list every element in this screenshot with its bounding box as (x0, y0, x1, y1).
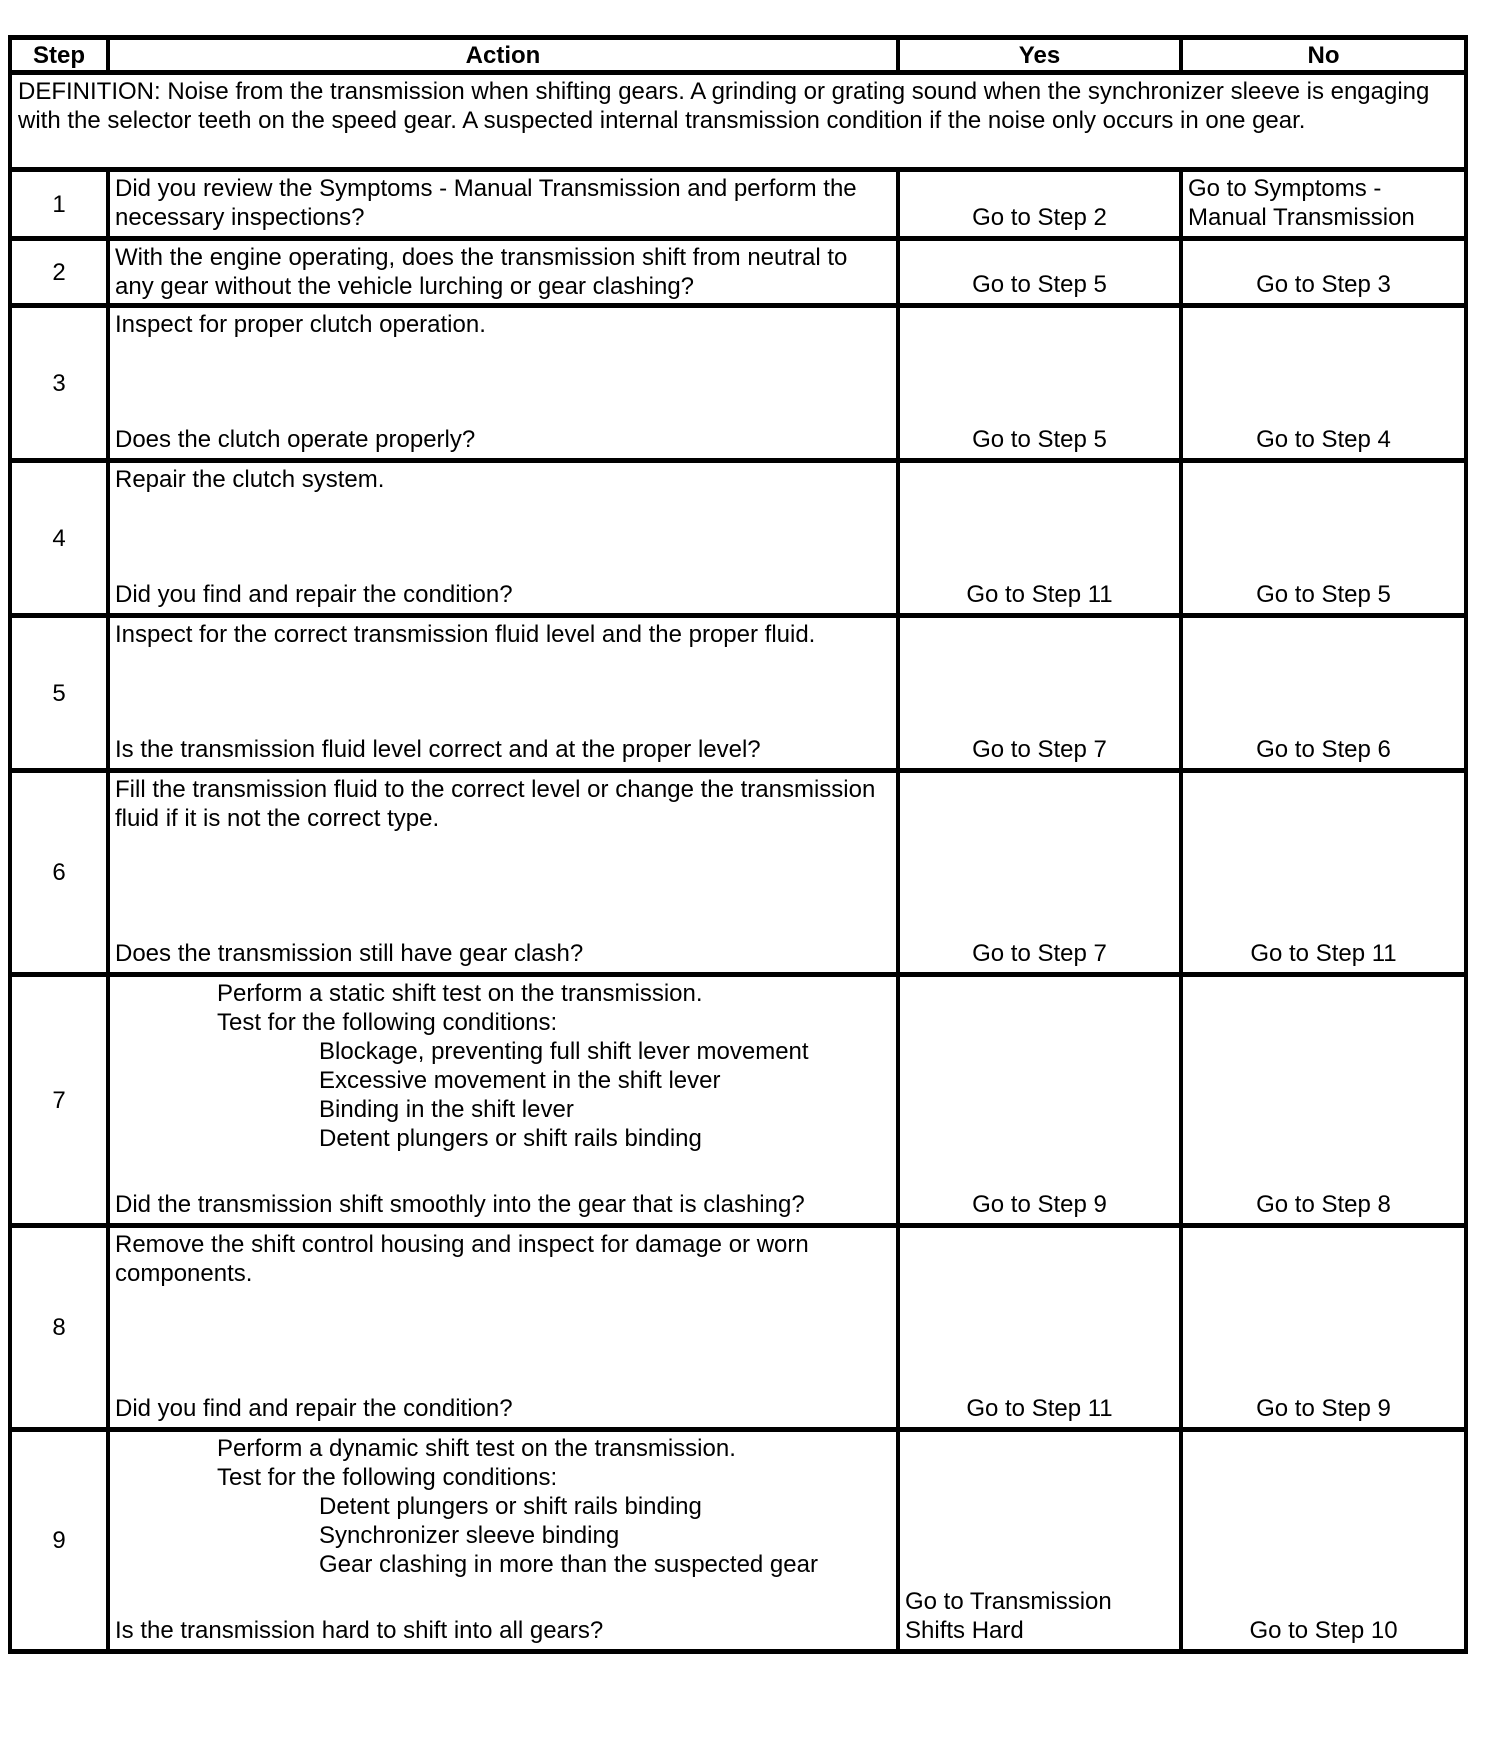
action-cell (108, 975, 898, 1226)
no-cell (1181, 616, 1466, 771)
table-row (10, 975, 1466, 1226)
no-cell (1181, 306, 1466, 461)
action-instruction: Repair the clutch system. (115, 466, 385, 493)
action-instruction: Inspect for proper clutch operation. (115, 311, 486, 338)
no-link[interactable]: Go to Step 5 (1256, 581, 1391, 608)
no-cell (1181, 771, 1466, 975)
diagnostic-table (8, 35, 1468, 1654)
yes-link[interactable]: Go to Step 11 (966, 1395, 1113, 1422)
yes-link[interactable]: Go to Transmission Shifts Hard (905, 1588, 1112, 1644)
condition-item: Blockage, preventing full shift lever movement (319, 1038, 809, 1065)
action-question: Did the transmission shift smoothly into the gear that is clashing? (115, 1191, 805, 1218)
no-cell (1181, 170, 1466, 239)
step-number: 4 (10, 461, 108, 616)
action-intro: Perform a dynamic shift test on the transmission. (217, 1435, 736, 1462)
no-cell (1181, 1430, 1466, 1652)
action-question: Is the transmission fluid level correct and at the proper level? (115, 736, 761, 763)
yes-cell (898, 461, 1181, 616)
action-cell (108, 616, 898, 771)
action-sub: Test for the following conditions: (217, 1009, 558, 1036)
action-instruction: Inspect for the correct transmission fluid level and the proper fluid. (115, 621, 816, 648)
action-cell (108, 170, 898, 239)
yes-link[interactable]: Go to Step 7 (972, 736, 1107, 763)
header-yes: Yes (898, 38, 1181, 73)
table-row (10, 1430, 1466, 1652)
condition-item: Detent plungers or shift rails binding (319, 1125, 702, 1152)
no-link[interactable]: Go to Symptoms - Manual Transmission (1188, 175, 1415, 231)
header-row (10, 38, 1466, 73)
no-cell (1181, 1226, 1466, 1430)
no-link[interactable]: Go to Step 10 (1249, 1617, 1398, 1644)
yes-cell (898, 170, 1181, 239)
no-link[interactable]: Go to Step 9 (1256, 1395, 1391, 1422)
no-cell (1181, 239, 1466, 306)
no-cell (1181, 461, 1466, 616)
definition-text: DEFINITION: Noise from the transmission when shifting gears. A grinding or grating sound when the synchronizer sleeve is engaging with the selector teeth on the speed gear. A suspected internal transmission condition if the noise only occurs in one gear. (10, 73, 1466, 170)
table-row (10, 461, 1466, 616)
table-row (10, 771, 1466, 975)
no-link[interactable]: Go to Step 3 (1256, 271, 1391, 298)
action-text: With the engine operating, does the transmission shift from neutral to any gear without the vehicle lurching or gear clashing? (115, 244, 848, 300)
yes-cell (898, 771, 1181, 975)
action-instruction: Fill the transmission fluid to the correct level or change the transmission fluid if it is not the correct type. (115, 776, 876, 832)
condition-item: Gear clashing in more than the suspected gear (319, 1551, 818, 1578)
yes-link[interactable]: Go to Step 11 (966, 581, 1113, 608)
no-cell (1181, 975, 1466, 1226)
yes-cell (898, 975, 1181, 1226)
table-row (10, 306, 1466, 461)
condition-item: Excessive movement in the shift lever (319, 1067, 721, 1094)
condition-item: Detent plungers or shift rails binding (319, 1493, 702, 1520)
no-link[interactable]: Go to Step 4 (1256, 426, 1391, 453)
yes-link[interactable]: Go to Step 7 (972, 940, 1107, 967)
action-intro: Perform a static shift test on the transmission. (217, 980, 703, 1007)
no-link[interactable]: Go to Step 6 (1256, 736, 1391, 763)
action-question: Is the transmission hard to shift into all gears? (115, 1617, 604, 1644)
action-instruction-block (115, 979, 892, 1153)
action-question: Did you find and repair the condition? (115, 1395, 513, 1422)
yes-link[interactable]: Go to Step 5 (972, 271, 1107, 298)
yes-cell (898, 306, 1181, 461)
header-no: No (1181, 38, 1466, 73)
condition-item: Synchronizer sleeve binding (319, 1522, 620, 1549)
action-instruction: Remove the shift control housing and inspect for damage or worn components. (115, 1231, 809, 1287)
action-question: Does the clutch operate properly? (115, 426, 476, 453)
action-cell (108, 306, 898, 461)
step-number: 3 (10, 306, 108, 461)
yes-cell (898, 1430, 1181, 1652)
no-link[interactable]: Go to Step 11 (1250, 940, 1397, 967)
step-number: 8 (10, 1226, 108, 1430)
yes-cell (898, 1226, 1181, 1430)
step-number: 9 (10, 1430, 108, 1652)
action-cell (108, 1226, 898, 1430)
header-step: Step (10, 38, 108, 73)
action-cell (108, 771, 898, 975)
step-number: 7 (10, 975, 108, 1226)
action-sub: Test for the following conditions: (217, 1464, 558, 1491)
table-row (10, 616, 1466, 771)
yes-cell (898, 616, 1181, 771)
header-action: Action (108, 38, 898, 73)
action-question: Did you find and repair the condition? (115, 581, 513, 608)
table-row (10, 170, 1466, 239)
condition-item: Binding in the shift lever (319, 1096, 574, 1123)
action-text: Did you review the Symptoms - Manual Transmission and perform the necessary inspections? (115, 175, 857, 231)
step-number: 5 (10, 616, 108, 771)
yes-link[interactable]: Go to Step 5 (972, 426, 1107, 453)
action-cell (108, 239, 898, 306)
step-number: 1 (10, 170, 108, 239)
no-link[interactable]: Go to Step 8 (1256, 1191, 1391, 1218)
table-row (10, 239, 1466, 306)
step-number: 6 (10, 771, 108, 975)
definition-row (10, 73, 1466, 170)
action-instruction-block (115, 1434, 892, 1579)
action-question: Does the transmission still have gear clash? (115, 940, 584, 967)
yes-link[interactable]: Go to Step 9 (972, 1191, 1107, 1218)
table-row (10, 1226, 1466, 1430)
yes-link[interactable]: Go to Step 2 (972, 204, 1107, 231)
action-cell (108, 461, 898, 616)
step-number: 2 (10, 239, 108, 306)
action-cell (108, 1430, 898, 1652)
yes-cell (898, 239, 1181, 306)
